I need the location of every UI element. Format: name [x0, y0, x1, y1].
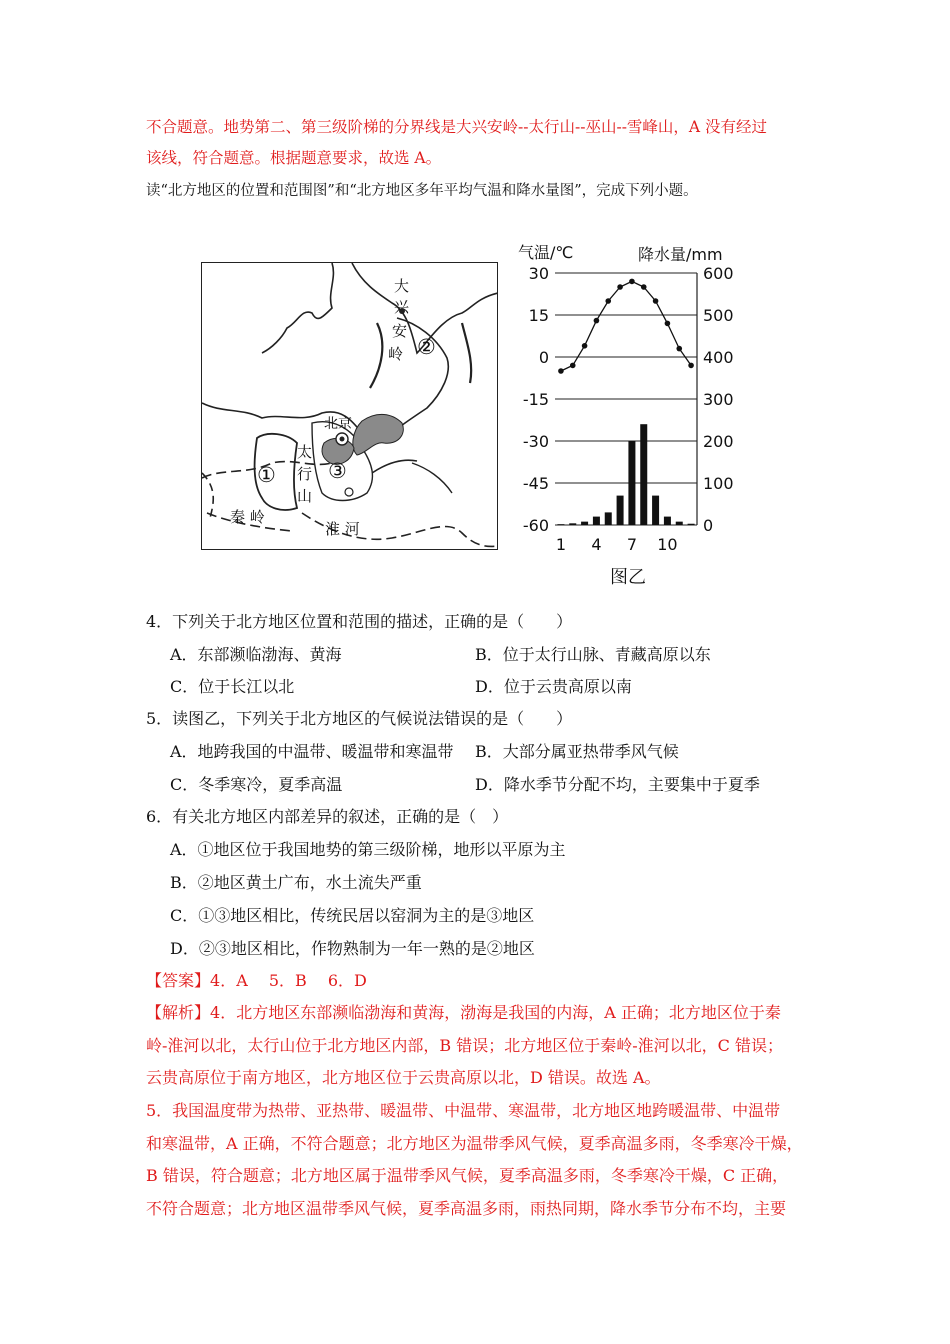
temperature-point: [676, 346, 682, 352]
precip-bar: [676, 522, 683, 525]
map-label-tai: 太: [297, 443, 313, 461]
map-label-xing: 兴: [394, 298, 410, 316]
temperature-point: [594, 318, 600, 324]
left-tick-label: -30: [522, 432, 549, 451]
right-tick-label: 600: [703, 264, 734, 283]
x-tick-label: 10: [657, 535, 678, 554]
climate-chart: [510, 240, 750, 600]
q6-option-c: C．①③地区相比，传统民居以窑洞为主的是③地区: [170, 906, 535, 925]
q6-option-b: B．②地区黄土广布，水土流失严重: [170, 873, 422, 892]
answer-text: 4．A 5．B 6．D: [210, 971, 367, 990]
left-axis-title: 气温/℃: [518, 243, 574, 262]
precip-bar: [557, 524, 564, 525]
temperature-point: [570, 363, 576, 369]
analysis-line-2: 云贵高原位于南方地区，北方地区位于云贵高原以北，D 错误。故选 A。: [146, 1068, 661, 1087]
precip-bar: [569, 523, 576, 525]
map-label-region-3: ③: [328, 459, 347, 483]
precip-bar: [581, 522, 588, 525]
right-axis-title: 降水量/mm: [638, 245, 723, 264]
right-tick-label: 200: [703, 432, 734, 451]
precip-bar: [640, 424, 647, 525]
q6-option-d: D．②③地区相比，作物熟制为一年一熟的是②地区: [170, 939, 535, 958]
climate-chart-svg: [510, 240, 750, 600]
temperature-line: [561, 281, 691, 371]
left-tick-label: 15: [528, 306, 549, 325]
analysis-text-0: 4．北方地区东部濒临渤海和黄海，渤海是我国的内海，A 正确；北方地区位于秦: [210, 1003, 781, 1022]
q4-option-b: B．位于太行山脉、青藏高原以东: [475, 645, 711, 664]
intro-line-1: 不合题意。地势第二、第三级阶梯的分界线是大兴安岭--太行山--巫山--雪峰山，A 没有经过: [146, 118, 768, 136]
answer-line: [146, 971, 367, 991]
temperature-point: [558, 368, 564, 374]
map-label-region-2: ②: [417, 335, 436, 359]
right-tick-label: 500: [703, 306, 734, 325]
map-label-hang: 行: [297, 465, 313, 483]
temperature-point: [665, 321, 671, 327]
map-label-region-1: ①: [257, 463, 276, 487]
analysis-line-3: 5．我国温度带为热带、亚热带、暖温带、中温带、寒温带，北方地区地跨暖温带、中温带: [146, 1101, 781, 1120]
analysis-line-1: 岭-淮河以北，太行山位于北方地区内部，B 错误；北方地区位于秦岭-淮河以北，C 错误；: [146, 1036, 783, 1055]
temperature-point: [582, 343, 588, 349]
q4-option-a: A．东部濒临渤海、黄海: [170, 645, 342, 664]
precip-bar: [664, 517, 671, 525]
right-tick-label: 100: [703, 474, 734, 493]
left-tick-label: 30: [528, 264, 549, 283]
x-tick-label: 4: [591, 535, 602, 554]
analysis-line-4: 和寒温带，A 正确，不符合题意；北方地区为温带季风气候，夏季高温多雨，冬季寒冷干燥，: [146, 1134, 803, 1153]
analysis-line-5: B 错误，符合题意；北方地区属于温带季风气候，夏季高温多雨，冬季寒冷干燥，C 正确，: [146, 1166, 789, 1185]
x-tick-label: 1: [555, 535, 567, 554]
intro-line-2: 该线，符合题意。根据题意要求，故选 A。: [146, 149, 442, 167]
precip-bar: [593, 517, 600, 525]
right-tick-label: 300: [703, 390, 734, 409]
q4-option-c: C．位于长江以北: [170, 677, 295, 696]
temperature-point: [629, 279, 635, 285]
q5-option-b: B．大部分属亚热带季风气候: [475, 742, 679, 761]
analysis-line-0: [146, 1003, 781, 1023]
left-tick-label: -60: [522, 516, 549, 535]
q4-option-d: D．位于云贵高原以南: [475, 677, 632, 696]
analysis-tag: 【解析】: [146, 1003, 211, 1022]
left-tick-label: -45: [522, 474, 549, 493]
temperature-point: [617, 284, 623, 290]
chart-title: 图乙: [610, 567, 646, 588]
question-4-stem: 4．下列关于北方地区位置和范围的描述，正确的是（ ）: [146, 612, 573, 631]
temperature-point: [653, 298, 659, 304]
temperature-point: [688, 363, 694, 369]
map-label-ling: 岭: [388, 345, 404, 363]
map-label-beijing: 北京: [324, 416, 352, 432]
question-5-stem: 5．读图乙，下列关于北方地区的气候说法错误的是（ ）: [146, 709, 573, 728]
answer-tag: 【答案】: [146, 971, 211, 990]
x-tick-label: 7: [626, 535, 638, 554]
left-tick-label: 0: [538, 348, 549, 367]
map-label-huaihe: 淮 河: [325, 520, 360, 538]
precip-bar: [688, 524, 695, 525]
temperature-point: [605, 298, 611, 304]
map-label-da: 大: [394, 277, 410, 295]
question-6-stem: 6．有关北方地区内部差异的叙述，正确的是（ ）: [146, 807, 509, 826]
q5-option-c: C．冬季寒冷，夏季高温: [170, 775, 343, 794]
precip-bar: [617, 496, 624, 525]
analysis-line-6: 不符合题意；北方地区温带季风气候，夏季高温多雨，雨热同期，降水季节分布不均，主要: [146, 1199, 787, 1218]
map-label-qinling: 秦 岭: [230, 508, 265, 526]
reading-instruction: 读“北方地区的位置和范围图”和“北方地区多年平均气温和降水量图”，完成下列小题。: [146, 183, 698, 199]
precip-bar: [628, 441, 635, 525]
q6-option-a: A．①地区位于我国地势的第三级阶梯，地形以平原为主: [170, 840, 566, 859]
q5-option-a: A．地跨我国的中温带、暖温带和寒温带: [170, 742, 454, 761]
map-label-shan: 山: [297, 487, 313, 505]
north-region-map: [201, 262, 498, 550]
temperature-point: [641, 284, 647, 290]
map-label-an: 安: [392, 322, 408, 340]
q5-option-d: D．降水季节分配不均，主要集中于夏季: [475, 775, 760, 794]
right-tick-label: 400: [703, 348, 734, 367]
right-tick-label: 0: [703, 516, 714, 535]
left-tick-label: -15: [522, 390, 549, 409]
precip-bar: [652, 496, 659, 525]
precip-bar: [605, 512, 612, 525]
